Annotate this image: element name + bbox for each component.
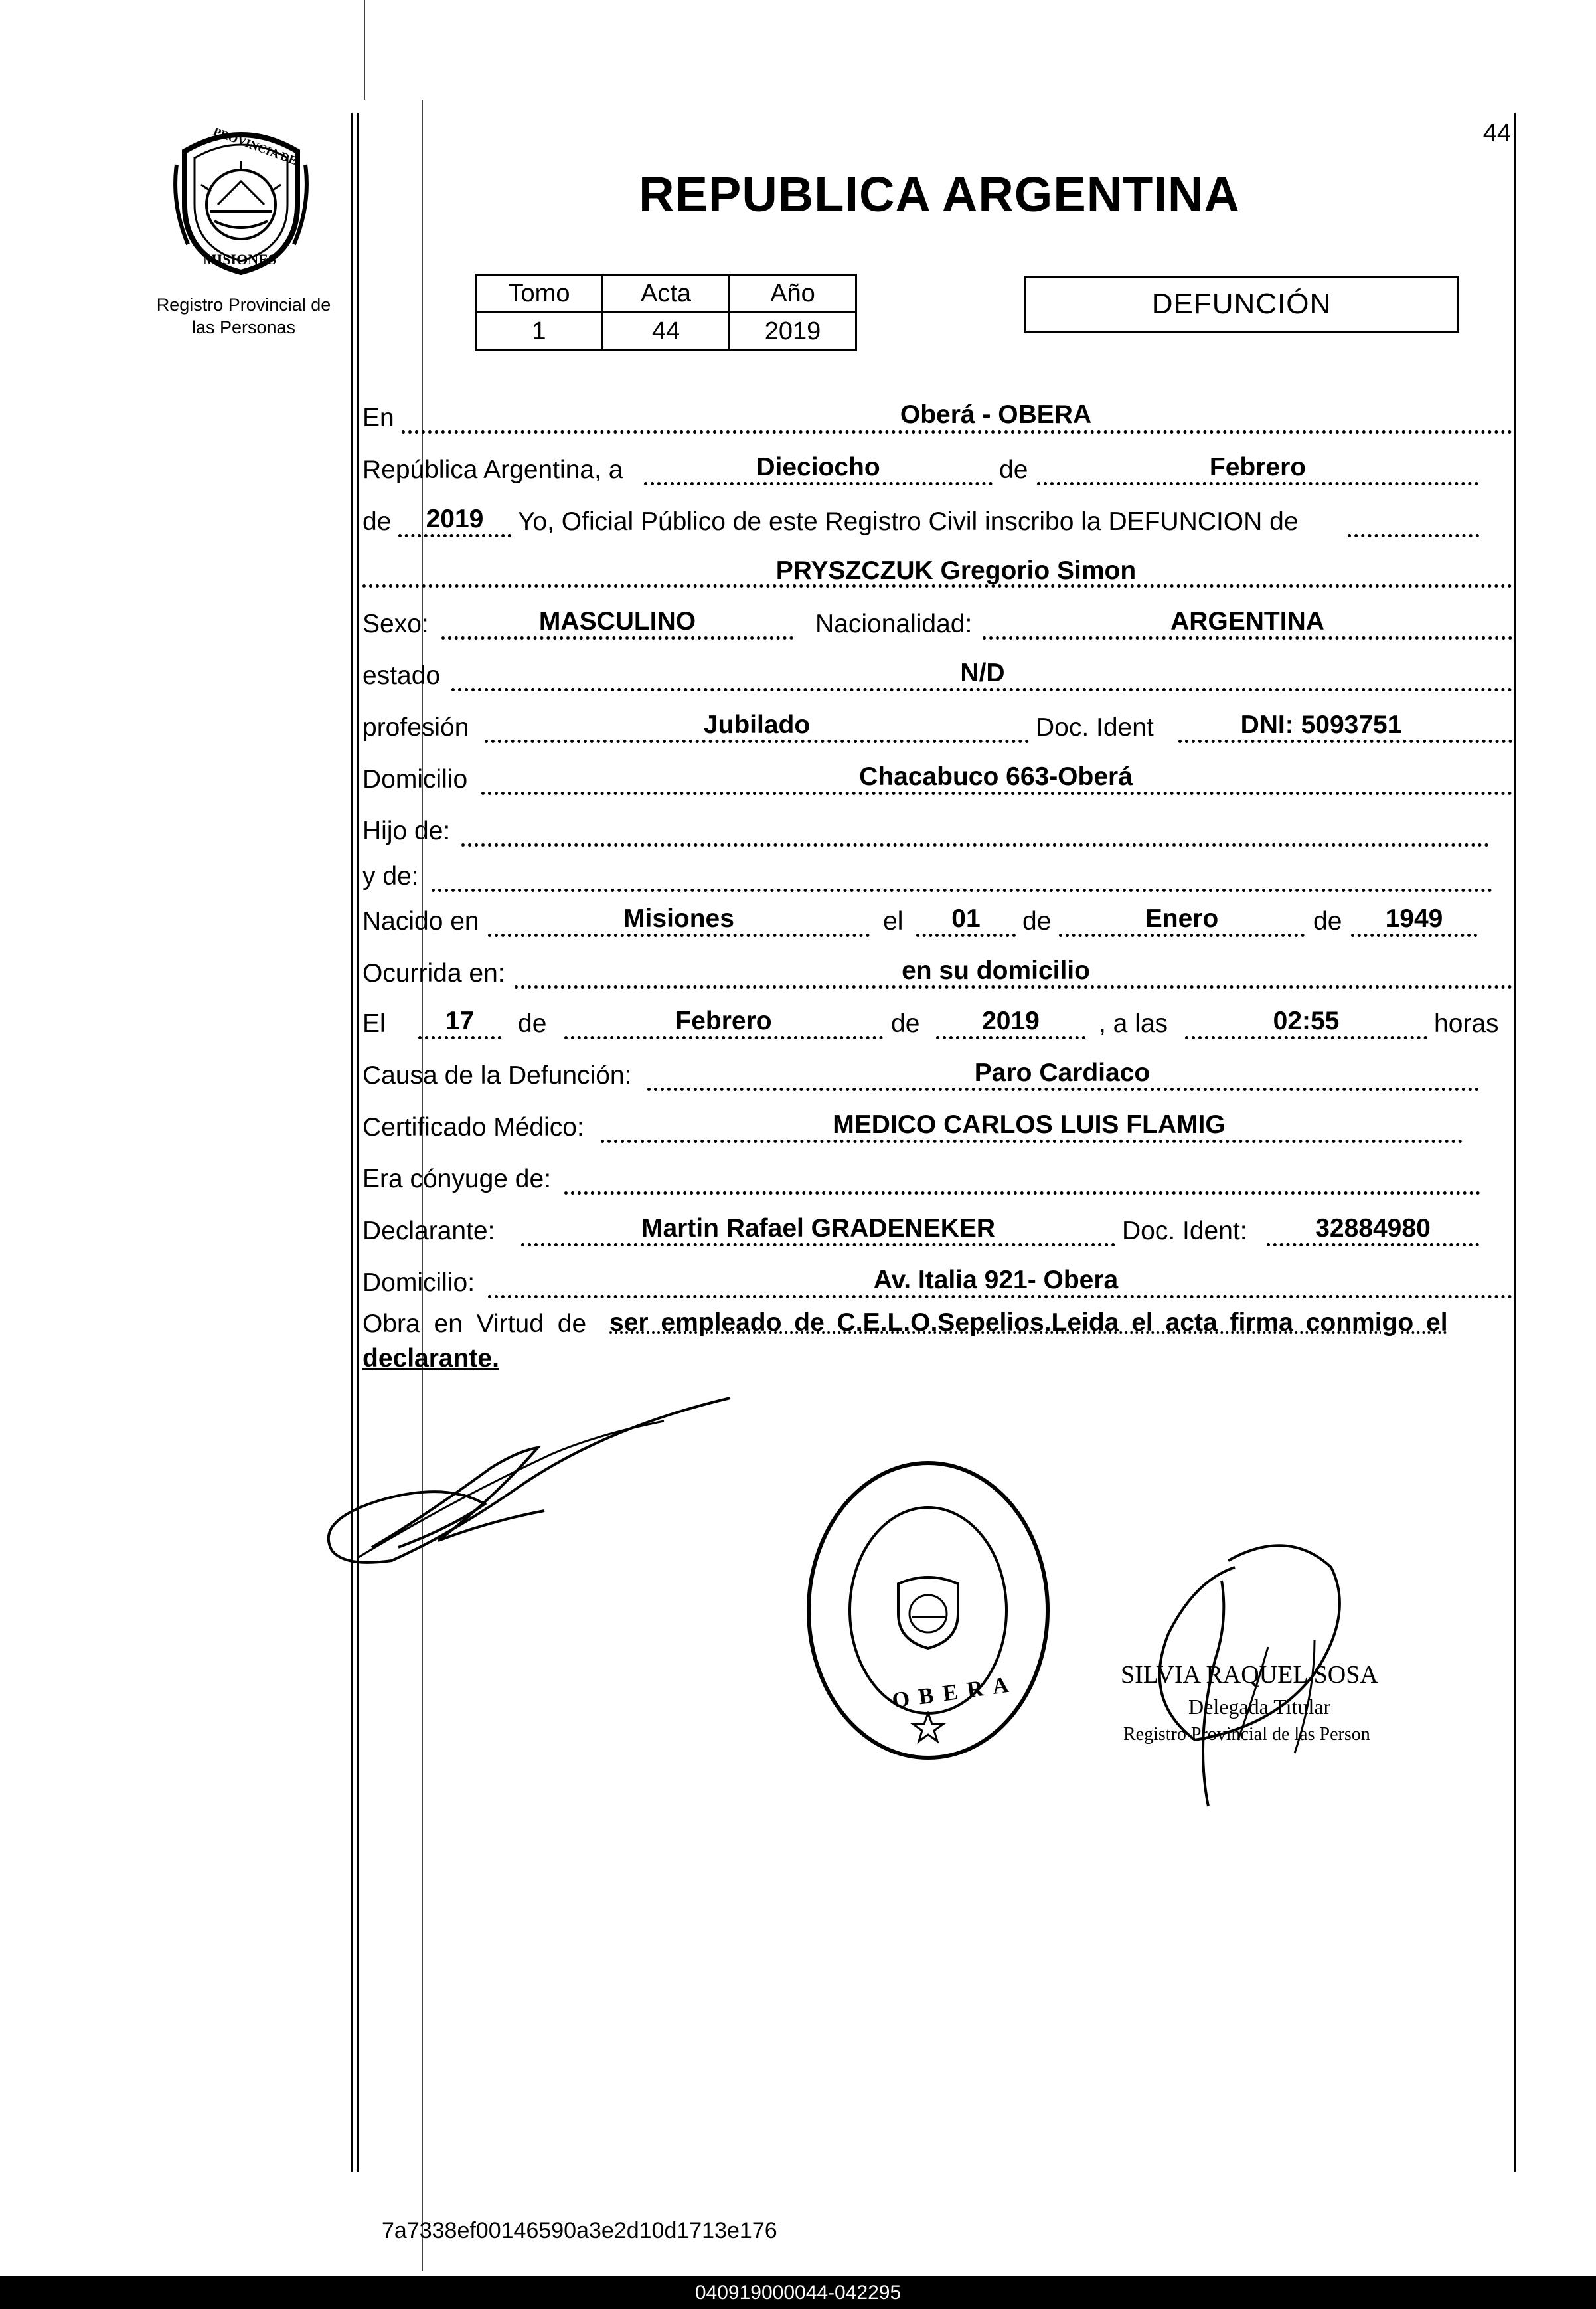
nacido-month-value: Enero xyxy=(1145,904,1219,933)
nacido-label: Nacido en xyxy=(362,907,479,936)
en-label: En xyxy=(362,404,394,432)
year-value: 2019 xyxy=(426,505,484,533)
el-time-dots xyxy=(1185,1036,1427,1039)
doc-ident-value: DNI: 5093751 xyxy=(1240,711,1402,739)
official-seal xyxy=(802,1461,1054,1773)
el-horas-label: horas xyxy=(1434,1009,1499,1038)
hijo-de-dots xyxy=(461,843,1489,847)
republica-label: República Argentina, a xyxy=(362,456,623,484)
registry-name-line1: Registro Provincial de xyxy=(156,295,331,315)
seal-city: OBERA xyxy=(890,1671,1020,1714)
el-month-dots xyxy=(564,1036,883,1039)
registry-name-line2: las Personas xyxy=(191,317,296,337)
doc-ident-dots xyxy=(1178,740,1512,743)
nacido-place-value: Misiones xyxy=(623,904,734,933)
profesion-value: Jubilado xyxy=(703,711,811,739)
year-dots xyxy=(398,534,511,537)
ocurrida-dots xyxy=(515,985,1512,989)
nacionalidad-dots xyxy=(983,636,1512,640)
el-year-dots xyxy=(936,1036,1085,1039)
estado-label: estado xyxy=(362,661,441,690)
nacido-month-dots xyxy=(1059,934,1305,937)
estado-dots xyxy=(451,688,1512,691)
republica-month-dots xyxy=(1037,482,1478,485)
declarante-doc-label: Doc. Ident: xyxy=(1122,1217,1247,1245)
right-margin-line xyxy=(1514,113,1516,2172)
profesion-label: profesión xyxy=(362,713,469,742)
declarante-doc-dots xyxy=(1267,1243,1479,1246)
declarant-signature xyxy=(319,1388,744,1587)
el-de-label-1: de xyxy=(518,1009,547,1038)
obra-value-line1: ser empleado de C.E.L.O.Sepelios.Leida el acta firma conmigo el xyxy=(609,1308,1448,1337)
domicilio2-dots xyxy=(488,1295,1512,1298)
el-year-value: 2019 xyxy=(982,1007,1040,1035)
nacido-de-label-2: de xyxy=(1313,907,1342,936)
doc-ident-label: Doc. Ident xyxy=(1036,713,1154,742)
official-name: SILVIA RAQUEL SOSA xyxy=(1121,1661,1378,1689)
hijo-de-label: Hijo de: xyxy=(362,817,451,845)
causa-label: Causa de la Defunción: xyxy=(362,1061,632,1090)
registry-header-row xyxy=(476,275,856,313)
document-hash: 7a7338ef00146590a3e2d10d1713e176 xyxy=(382,2218,777,2243)
logo-text-bottom: MISIONES xyxy=(203,251,277,268)
nacionalidad-label: Nacionalidad: xyxy=(815,610,973,638)
causa-value: Paro Cardiaco xyxy=(974,1059,1151,1087)
causa-dots xyxy=(647,1088,1479,1091)
seal-ring-text xyxy=(802,1461,803,1462)
left-margin-line xyxy=(351,113,353,2172)
ocurrida-value: en su domicilio xyxy=(902,956,1090,985)
sexo-label: Sexo: xyxy=(362,610,429,638)
obra-value-line2: declarante. xyxy=(362,1344,499,1373)
en-dots xyxy=(402,430,1512,434)
declarante-doc-value: 32884980 xyxy=(1315,1214,1431,1242)
nacido-day-dots xyxy=(916,934,1016,937)
el-alas-label: , a las xyxy=(1099,1009,1168,1038)
nacido-el-label: el xyxy=(883,907,904,936)
declarante-value: Martin Rafael GRADENEKER xyxy=(641,1214,996,1242)
anio-header: Año xyxy=(730,275,856,313)
acta-header: Acta xyxy=(603,275,730,313)
year-de-label: de xyxy=(362,507,392,536)
republica-day-dots xyxy=(644,482,993,485)
page-title: REPUBLICA ARGENTINA xyxy=(639,167,1240,222)
nacido-day-value: 01 xyxy=(951,904,981,933)
domicilio2-value: Av. Italia 921- Obera xyxy=(873,1266,1119,1294)
sexo-value: MASCULINO xyxy=(538,607,696,636)
domicilio-dots xyxy=(481,792,1512,795)
footer-code: 040919000044-042295 xyxy=(694,2282,902,2304)
nacido-year-dots xyxy=(1351,934,1477,937)
domicilio-value: Chacabuco 663-Oberá xyxy=(859,762,1133,791)
republica-month-value: Febrero xyxy=(1209,453,1307,481)
republica-de-label: de xyxy=(999,456,1028,484)
profesion-dots xyxy=(485,740,1029,743)
logo-text-top: PROVINCIA DE xyxy=(211,124,299,168)
estado-value: N/D xyxy=(960,659,1005,687)
el-de-label-2: de xyxy=(891,1009,920,1038)
sexo-dots xyxy=(441,636,793,640)
el-label: El xyxy=(362,1009,386,1038)
declarante-label: Declarante: xyxy=(362,1217,495,1245)
certificado-label: Certificado Médico: xyxy=(362,1113,584,1142)
acta-value: 44 xyxy=(603,313,730,351)
certificado-value: MEDICO CARLOS LUIS FLAMIG xyxy=(833,1110,1226,1139)
conyuge-dots xyxy=(564,1191,1480,1195)
domicilio-label: Domicilio xyxy=(362,765,468,794)
page-number: 44 xyxy=(1482,120,1511,147)
el-day-value: 17 xyxy=(445,1007,475,1035)
republica-day-value: Dieciocho xyxy=(756,453,880,481)
top-guide-line xyxy=(364,0,365,100)
conyuge-label: Era cónyuge de: xyxy=(362,1165,552,1193)
registry-label xyxy=(141,294,347,339)
nacido-year-value: 1949 xyxy=(1385,904,1443,933)
left-margin-line-inner xyxy=(357,113,359,2172)
year-line-text: Yo, Oficial Público de este Registro Civil inscribo la DEFUNCION de xyxy=(518,507,1299,536)
nacido-de-label-1: de xyxy=(1022,907,1052,936)
anio-value: 2019 xyxy=(730,313,856,351)
declarante-dots xyxy=(521,1243,1115,1246)
registry-value-row xyxy=(476,313,856,351)
nacido-place-dots xyxy=(488,934,870,937)
en-value: Oberá - OBERA xyxy=(900,400,1092,429)
obra-label: Obra en Virtud de xyxy=(362,1310,587,1338)
deceased-name: PRYSZCZUK Gregorio Simon xyxy=(775,556,1137,585)
el-month-value: Febrero xyxy=(675,1007,772,1035)
el-time-value: 02:55 xyxy=(1273,1007,1340,1035)
tomo-value: 1 xyxy=(476,313,603,351)
y-de-label: y de: xyxy=(362,862,419,891)
registry-table xyxy=(475,274,857,351)
nacionalidad-value: ARGENTINA xyxy=(1170,607,1324,636)
domicilio2-label: Domicilio: xyxy=(362,1268,475,1297)
certificado-dots xyxy=(601,1140,1463,1143)
tomo-header: Tomo xyxy=(476,275,603,313)
official-office: Registro Provincial de las Person xyxy=(1123,1724,1370,1745)
year-line-end-dots xyxy=(1348,534,1479,537)
official-title: Delegada Titular xyxy=(1188,1695,1331,1719)
document-type-box: DEFUNCIÓN xyxy=(1024,276,1459,333)
y-de-dots xyxy=(432,889,1492,892)
ocurrida-label: Ocurrida en: xyxy=(362,959,505,987)
el-day-dots xyxy=(418,1036,501,1039)
